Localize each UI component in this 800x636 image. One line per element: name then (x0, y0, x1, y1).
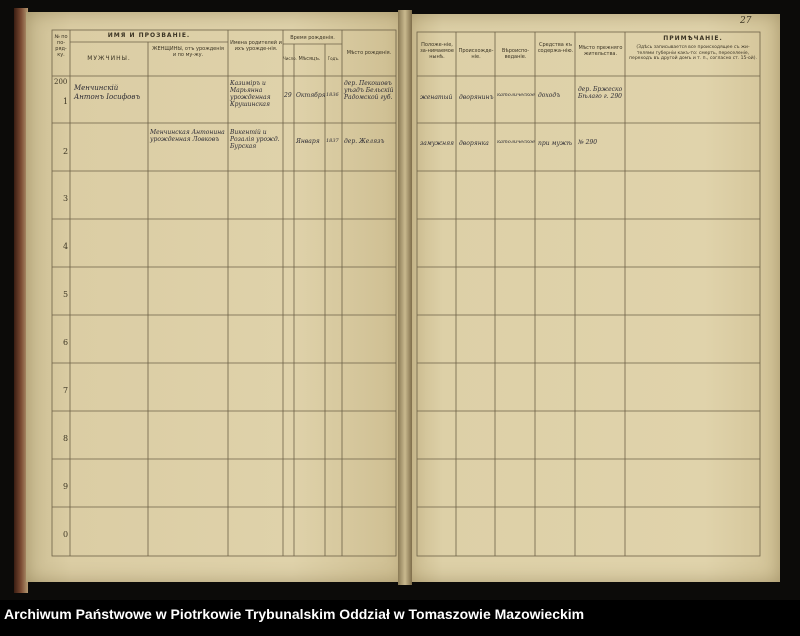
entry1-year: 1836 (326, 92, 339, 98)
entry1-month: Октября (296, 92, 326, 99)
header-year: Годъ. (327, 56, 340, 61)
entry2-religion: католическое (497, 139, 535, 145)
entry2-prev-residence: № 290 (578, 139, 598, 146)
header-birthplace: Мѣсто рожденія. (346, 50, 392, 56)
row-number: 1 (63, 97, 69, 106)
row-number: 9 (63, 482, 69, 491)
header-men: МУЖЧИНЫ. (87, 55, 131, 62)
header-status: Положе-ніе, за-нимаемое нынѣ. (420, 42, 454, 60)
row-number: 3 (63, 194, 69, 203)
page-number: 200 (54, 78, 68, 86)
entry1-men-name: Менчинскій Антонъ Іосифовъ (74, 84, 141, 101)
header-prev-residence: Мѣсто прежняго жительства. (578, 45, 623, 57)
entry1-status: женатый (420, 94, 453, 101)
header-name-group: ИМЯ И ПРОЗВАНІЕ. (107, 32, 191, 39)
entry2-month: Января (296, 138, 320, 145)
entry2-origin: дворянка (459, 140, 489, 147)
row-number: 4 (63, 242, 69, 251)
entry1-religion: католическое (497, 92, 535, 98)
entry1-day: 29 (284, 92, 292, 99)
row-number: 5 (63, 290, 69, 299)
entry1-parents: Казиміръ и Марьянна урожденная Крушинская (230, 80, 271, 108)
row-number: 7 (63, 386, 69, 395)
entry1-means: доходъ (538, 92, 561, 99)
header-means: Средства къ содержа-нію. (537, 42, 574, 54)
header-day: Число. (283, 56, 297, 61)
row-number: 8 (63, 434, 69, 443)
entry1-origin: дворянинъ (459, 94, 494, 101)
header-parents: Имена родителей и ихъ урожде-нія. (230, 40, 282, 52)
entry1-birthplace: дер. Пекошовъ уѣздъ Бельскій Радомской губ. (344, 80, 394, 101)
header-women: ЖЕНЩИНЫ, отъ урожденія и по му-жу. (152, 46, 224, 58)
header-birth-time: Время рожденія. (290, 35, 335, 41)
header-remarks-note: (Здѣсь записывается все происходящее съ жи-телями губерніи какъ-то: смерть, переселеніе, переходъ въ другой домъ и т. п., согласно ст. 15-ой). (629, 45, 757, 61)
entry2-birthplace: дер. Желязъ (344, 138, 385, 145)
header-remarks-title: ПРИМѢЧАНІЕ. (663, 35, 723, 42)
entry1-prev-residence: дер. Бржеско Бѣлаго г. 290 (578, 86, 623, 100)
entry2-means: при мужѣ (538, 140, 573, 147)
header-col-number: № по по-ряд-ку. (54, 34, 68, 58)
row-number: 0 (63, 530, 69, 539)
entry2-women-name: Менчинская Антонина урожденная Ловковъ (150, 129, 225, 143)
header-month: Мѣсяцъ. (298, 56, 321, 62)
entry2-parents: Викентій и Розалія урожд. Бурская (230, 129, 280, 150)
archive-caption: Archiwum Państwowe w Piotrkowie Trybunalskim Oddział w Tomaszowie Mazowieckim (4, 606, 585, 622)
header-origin: Происхожде-ніе. (458, 48, 494, 60)
folio-number: 27 (740, 16, 752, 26)
header-religion: Вѣроиспо-веданіе. (501, 48, 530, 60)
entry2-year: 1837 (326, 138, 339, 144)
row-number: 2 (63, 147, 69, 156)
row-number: 6 (63, 338, 69, 347)
entry2-status: замужняя (420, 140, 455, 147)
